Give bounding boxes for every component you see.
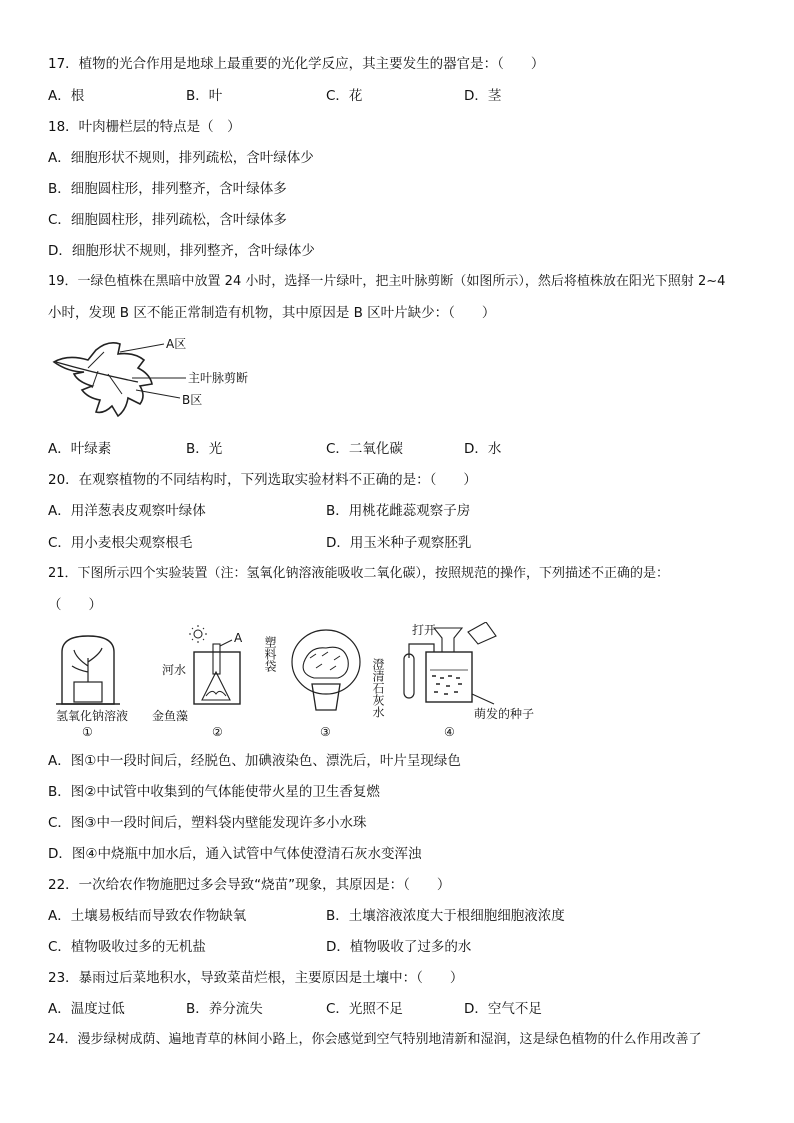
q17-stem: 17．植物的光合作用是地球上最重要的光化学反应，其主要发生的器官是：（ ） xyxy=(48,56,545,72)
q21-option-d: D．图④中烧瓶中加水后，通入试管中气体使澄清石灰水变浑浊 xyxy=(48,846,422,862)
q17-option-a: A．根 xyxy=(48,88,85,104)
q24-stem: 24．漫步绿树成荫、遍地青草的林间小路上，你会感觉到空气特别地清新和湿润，这是绿色植物的什么作用改善了 xyxy=(48,1032,702,1047)
q19-stem-line1: 19．一绿色植株在黑暗中放置 24 小时，选择一片绿叶，把主叶脉剪断（如图所示），然后将植株放在阳光下照射 2~4 xyxy=(48,274,726,289)
q17-option-b: B．叶 xyxy=(186,88,223,104)
plastic-bag-label: 塑料袋 xyxy=(263,636,277,672)
a-zone-pointer xyxy=(120,344,164,352)
q19-option-b: B．光 xyxy=(186,441,223,457)
naoh-label: 氢氧化钠溶液 xyxy=(56,709,129,723)
q23-option-d: D．空气不足 xyxy=(464,1001,542,1017)
apparatus-2 xyxy=(152,625,243,739)
leaf-outline xyxy=(54,343,152,416)
leaf-vein-1 xyxy=(88,352,104,368)
fig2-number: ② xyxy=(212,725,223,739)
test-tube-4 xyxy=(404,654,414,698)
b-zone-label: B区 xyxy=(182,393,203,407)
hornwort-label: 金鱼藻 xyxy=(152,709,189,723)
leaf-midrib xyxy=(56,362,138,382)
river-water-label: 河水 xyxy=(162,663,187,677)
q18-option-d: D．细胞形状不规则，排列整齐，含叶绿体少 xyxy=(48,243,315,259)
open-label: 打开 xyxy=(412,623,437,637)
q21-option-b: B．图②中试管中收集到的气体能使带火星的卫生香复燃 xyxy=(48,784,380,800)
q17-option-d: D．茎 xyxy=(464,88,502,104)
q17-option-c: C．花 xyxy=(326,88,363,104)
q21-option-c: C．图③中一段时间后，塑料袋内壁能发现许多小水珠 xyxy=(48,815,367,831)
q22-option-c: C．植物吸收过多的无机盐 xyxy=(48,939,206,955)
fig4-number: ④ xyxy=(444,725,455,739)
q20-option-b: B．用桃花雌蕊观察子房 xyxy=(326,503,471,519)
q22-option-d: D．植物吸收了过多的水 xyxy=(326,939,472,955)
q18-option-c: C．细胞圆柱形，排列疏松，含叶绿体多 xyxy=(48,212,287,228)
q23-option-a: A．温度过低 xyxy=(48,1001,125,1017)
plant-1 xyxy=(72,648,102,682)
leaf-figure xyxy=(48,332,288,424)
q22-option-a: A．土壤易板结而导致农作物缺氧 xyxy=(48,908,247,924)
beaker-2 xyxy=(194,652,240,704)
apparatus-1 xyxy=(56,636,128,739)
q21-stem-line1: 21．下图所示四个实验装置（注：氢氧化钠溶液能吸收二氧化碳），按照规范的操作，下列描述不正确的是： xyxy=(48,566,670,581)
apparatus-3 xyxy=(263,630,360,739)
q21-stem-line2: （ ） xyxy=(48,597,102,613)
q22-stem: 22．一次给农作物施肥过多会导致“烧苗”现象，其原因是：（ ） xyxy=(48,877,451,893)
q18-stem: 18．叶肉栅栏层的特点是（ ） xyxy=(48,119,241,135)
q22-option-b: B．土壤溶液浓度大于根细胞细胞液浓度 xyxy=(326,908,565,924)
q23-option-b: B．养分流失 xyxy=(186,1001,263,1017)
seeds-label: 萌发的种子 xyxy=(474,707,535,721)
q19-option-c: C．二氧化碳 xyxy=(326,441,403,457)
q19-stem-line2: 小时，发现 B 区不能正常制造有机物，其中原因是 B 区叶片缺少：（ ） xyxy=(48,305,496,321)
q20-stem: 20．在观察植物的不同结构时，下列选取实验材料不正确的是：（ ） xyxy=(48,472,477,488)
flask-4 xyxy=(426,652,472,702)
test-tube-2 xyxy=(213,644,220,674)
fig3-number: ③ xyxy=(320,725,331,739)
q20-option-c: C．用小麦根尖观察根毛 xyxy=(48,535,193,551)
leaf-vein-3 xyxy=(92,371,98,388)
q18-option-b: B．细胞圆柱形，排列整齐，含叶绿体多 xyxy=(48,181,287,197)
q20-option-a: A．用洋葱表皮观察叶绿体 xyxy=(48,503,206,519)
plant-3 xyxy=(303,647,348,678)
pot-3 xyxy=(312,684,340,710)
q23-option-c: C．光照不足 xyxy=(326,1001,403,1017)
experiment-figure xyxy=(48,622,568,740)
q20-option-d: D．用玉米种子观察胚乳 xyxy=(326,535,472,551)
q21-option-a: A．图①中一段时间后，经脱色、加碘液染色、漂洗后，叶片呈现绿色 xyxy=(48,753,461,769)
q18-option-a: A．细胞形状不规则，排列疏松，含叶绿体少 xyxy=(48,150,314,166)
q19-option-d: D．水 xyxy=(464,441,502,457)
fig1-number: ① xyxy=(82,725,93,739)
a-zone-label: A区 xyxy=(166,337,187,351)
cut-label: 主叶脉剪断 xyxy=(188,371,249,385)
pot-1 xyxy=(74,682,102,702)
q23-stem: 23．暴雨过后菜地积水，导致菜苗烂根，主要原因是土壤中：（ ） xyxy=(48,970,464,986)
limewater-label: 澄清石灰水 xyxy=(371,658,385,718)
a-label: A xyxy=(234,631,243,645)
funnel-4 xyxy=(434,628,462,652)
beaker-pour xyxy=(468,622,496,644)
sun-icon xyxy=(194,630,202,638)
apparatus-4 xyxy=(371,622,534,739)
q19-option-a: A．叶绿素 xyxy=(48,441,112,457)
